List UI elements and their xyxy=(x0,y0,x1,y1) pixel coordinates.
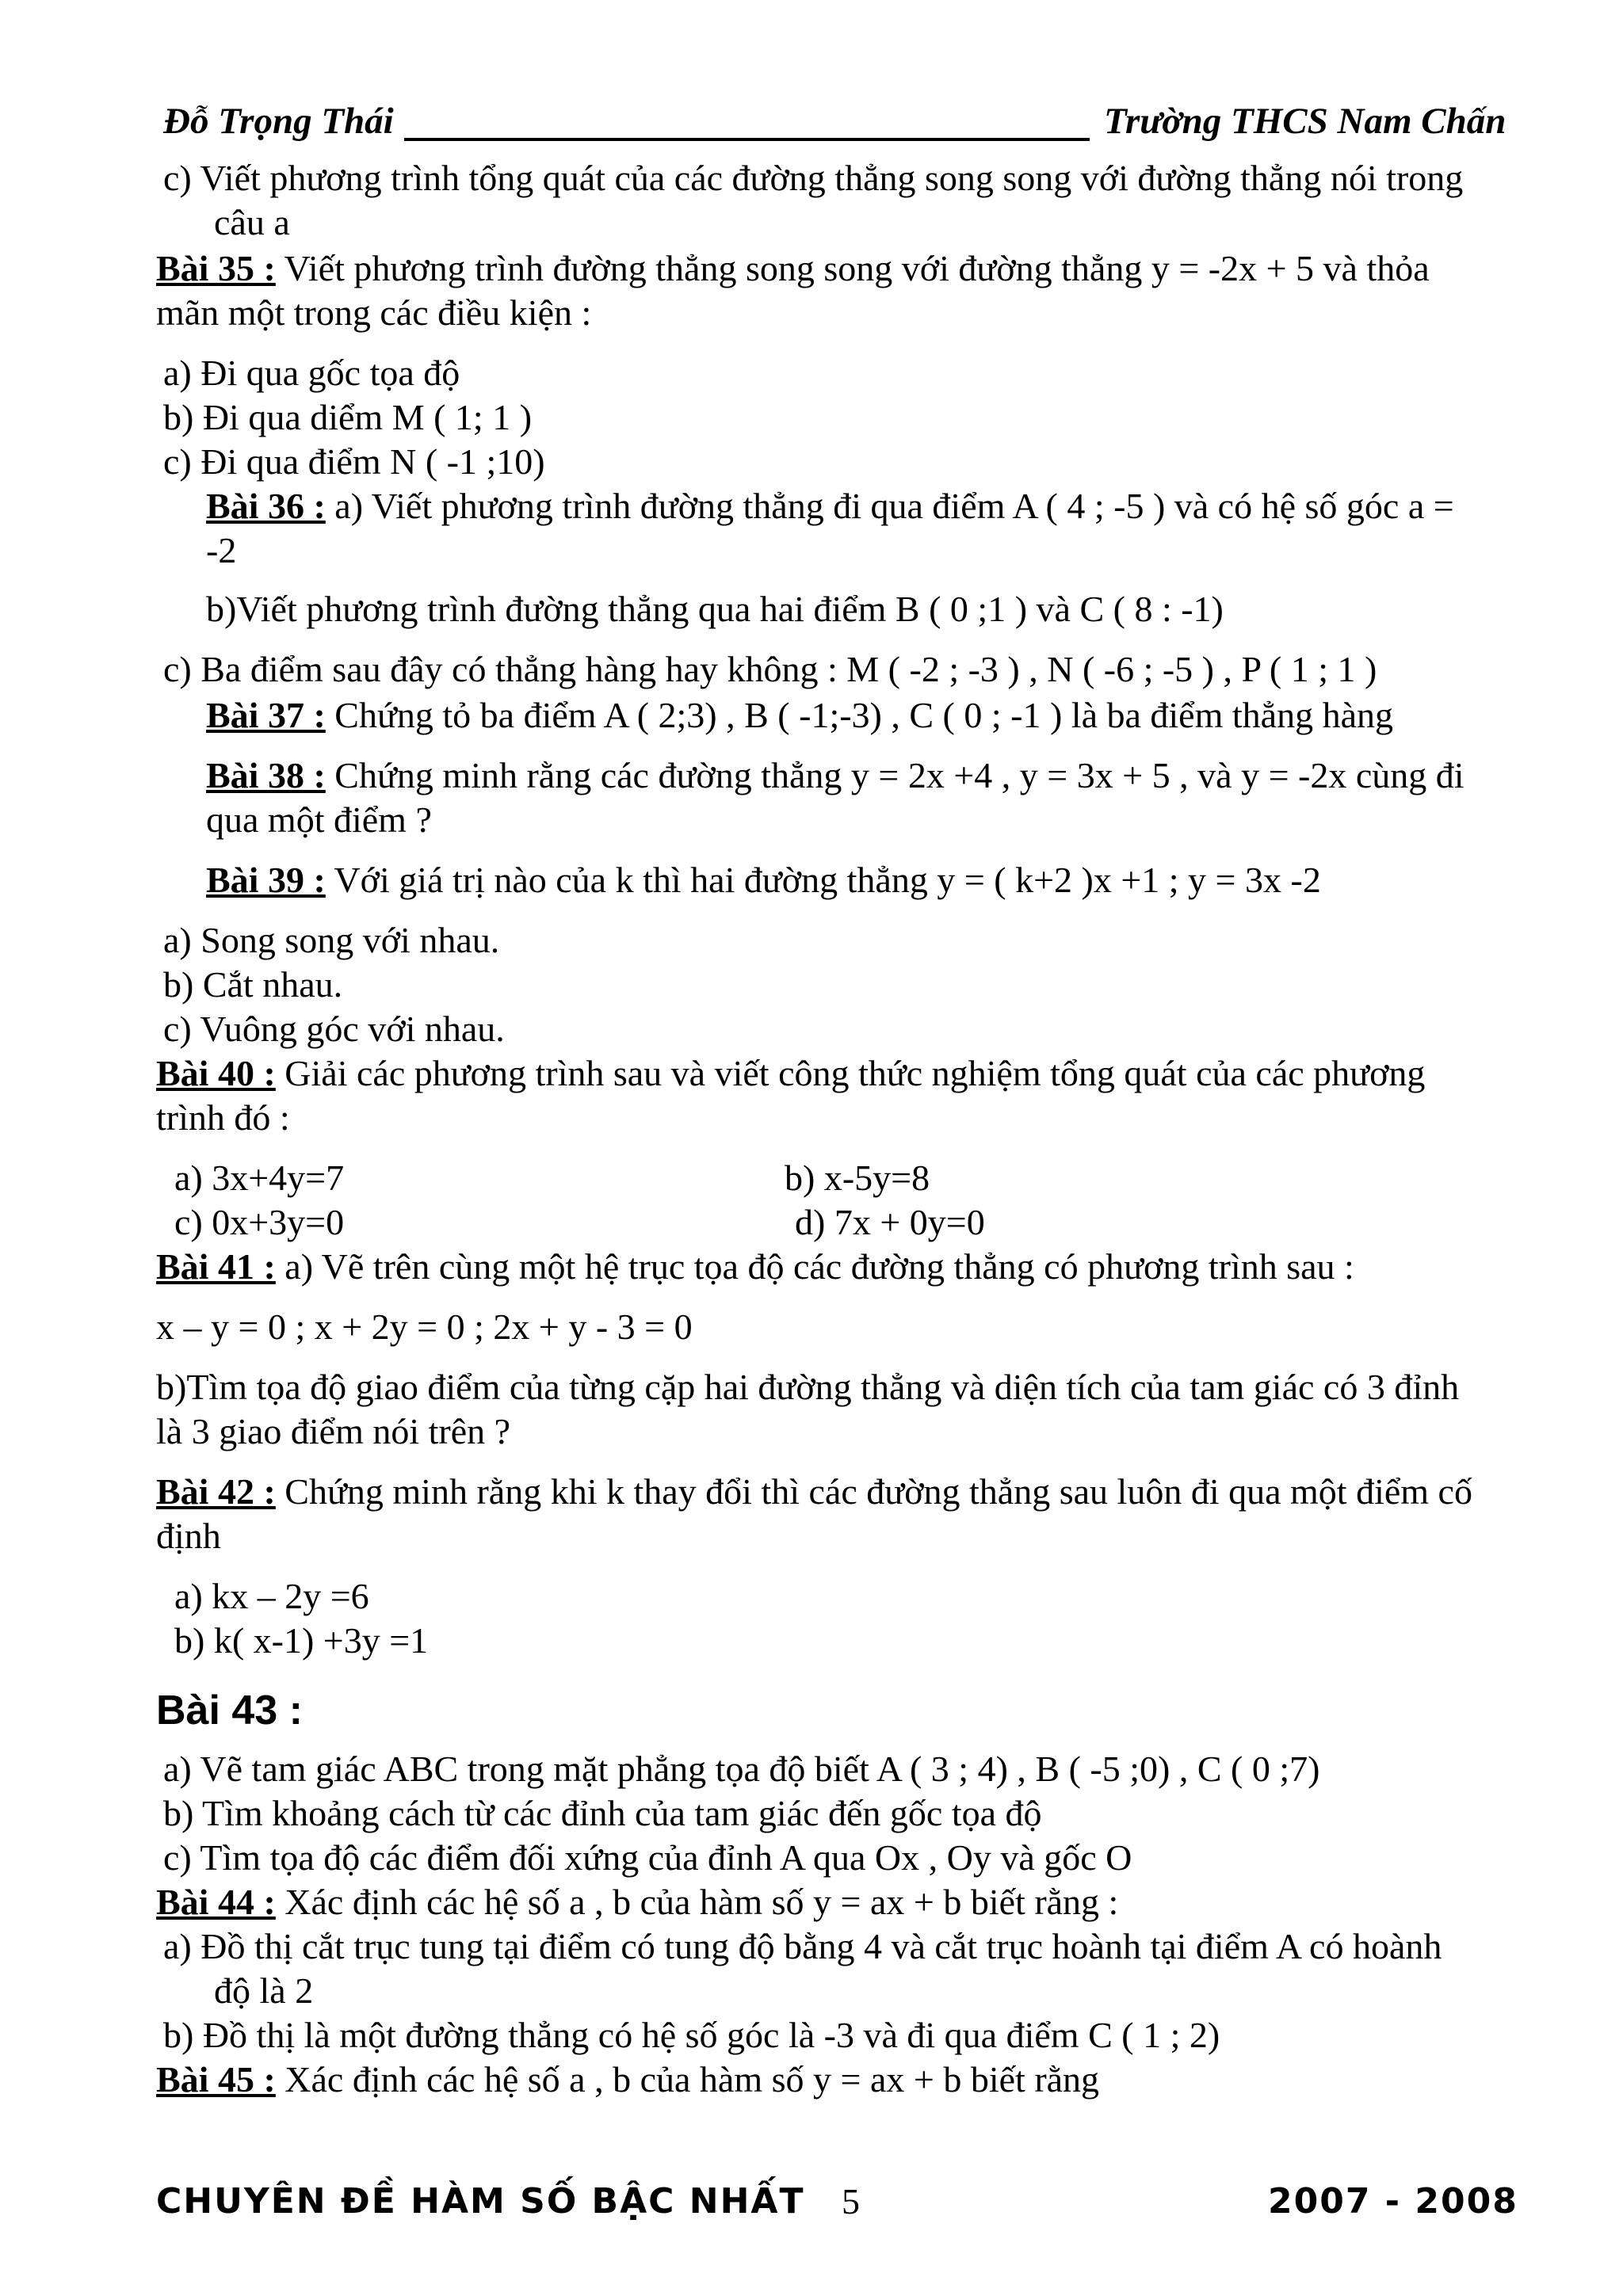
problem-40 xyxy=(156,1052,1425,1095)
list-item: b) k( x-1) +3y =1 xyxy=(174,1620,429,1661)
list-item: b) Tìm khoảng cách từ các đỉnh của tam giác đến gốc tọa độ xyxy=(163,1793,1042,1833)
list-item: a) Vẽ tam giác ABC trong mặt phẳng tọa độ biết A ( 3 ; 4) , B ( -5 ;0) , C ( 0 ;7) xyxy=(163,1749,1320,1789)
header-school: Trường THCS Nam Chấn xyxy=(1104,101,1507,142)
problem-label: Bài 36 : xyxy=(206,486,326,526)
text-line: -2 xyxy=(206,530,237,570)
equation-item: b) x-5y=8 xyxy=(785,1158,930,1198)
problem-text: a) Vẽ trên cùng một hệ trục tọa độ các đường thẳng có phương trình sau : xyxy=(275,1246,1354,1287)
problem-35 xyxy=(156,247,1430,290)
problem-text: Xác định các hệ số a , b của hàm số y = ax + b biết rằng : xyxy=(275,1882,1119,1922)
problem-text: Viết phương trình đường thẳng song song với đường thẳng y = -2x + 5 và thỏa xyxy=(275,248,1430,288)
problem-label: Bài 44 : xyxy=(156,1882,276,1922)
problem-text: Giải các phương trình sau và viết công thức nghiệm tổng quát của các phương xyxy=(275,1053,1426,1093)
equation-item: a) 3x+4y=7 xyxy=(174,1158,345,1198)
problem-44 xyxy=(156,1881,1118,1924)
text-line: qua một điểm ? xyxy=(206,799,432,840)
page-number: 5 xyxy=(842,2181,860,2222)
list-item: a) Đồ thị cắt trục tung tại điểm có tung độ bằng 4 và cắt trục hoành tại điểm A có hoành xyxy=(163,1926,1442,1966)
footer-topic: CHUYÊN ĐỀ HÀM SỐ BẬC NHẤT xyxy=(156,2181,805,2222)
problem-42 xyxy=(156,1470,1472,1513)
problem-text: Với giá trị nào của k thì hai đường thẳng y = ( k+2 )x +1 ; y = 3x -2 xyxy=(325,860,1321,900)
text-line: trình đó : xyxy=(156,1097,290,1138)
problem-45 xyxy=(156,2058,1099,2101)
list-item: a) kx – 2y =6 xyxy=(174,1576,369,1616)
problem-label: Bài 35 : xyxy=(156,248,276,288)
problem-text: Chứng minh rằng các đường thẳng y = 2x +4 , y = 3x + 5 , và y = -2x cùng đi xyxy=(325,755,1465,795)
problem-text: Chứng minh rằng khi k thay đổi thì các đường thẳng sau luôn đi qua một điểm cố xyxy=(275,1471,1472,1512)
problem-37 xyxy=(206,694,1393,737)
text-line: b)Tìm tọa độ giao điểm của từng cặp hai đường thẳng và diện tích của tam giác có 3 đỉnh xyxy=(156,1367,1460,1407)
problem-39 xyxy=(206,859,1321,902)
problem-label: Bài 41 : xyxy=(156,1246,276,1287)
problem-label: Bài 42 : xyxy=(156,1471,276,1512)
list-item: b) Đồ thị là một đường thẳng có hệ số góc là -3 và đi qua điểm C ( 1 ; 2) xyxy=(163,2015,1220,2055)
text-line: định xyxy=(156,1516,221,1556)
footer-year: 2007 - 2008 xyxy=(1268,2181,1518,2222)
problem-label: Bài 39 : xyxy=(206,860,326,900)
equation-item: d) 7x + 0y=0 xyxy=(795,1202,985,1242)
problem-text: Xác định các hệ số a , b của hàm số y = ax + b biết rằng xyxy=(275,2059,1100,2100)
problem-text: Chứng tỏ ba điểm A ( 2;3) , B ( -1;-3) , C ( 0 ; -1 ) là ba điểm thẳng hàng xyxy=(325,695,1393,735)
text-line: c) Viết phương trình tổng quát của các đường thẳng song song với đường thẳng nói trong xyxy=(163,158,1464,198)
problem-label: Bài 37 : xyxy=(206,695,326,735)
header-rule xyxy=(404,138,1090,141)
text-line: b)Viết phương trình đường thẳng qua hai điểm B ( 0 ;1 ) và C ( 8 : -1) xyxy=(206,589,1224,629)
header-author: Đỗ Trọng Thái xyxy=(163,101,394,142)
text-line: x – y = 0 ; x + 2y = 0 ; 2x + y - 3 = 0 xyxy=(156,1306,693,1347)
problem-text: a) Viết phương trình đường thẳng đi qua điểm A ( 4 ; -5 ) và có hệ số góc a = xyxy=(325,486,1454,526)
list-item: c) Vuông góc với nhau. xyxy=(163,1009,505,1049)
problem-38 xyxy=(206,754,1465,797)
problem-label: Bài 45 : xyxy=(156,2059,276,2100)
text-line: mãn một trong các điều kiện : xyxy=(156,292,592,333)
list-item: a) Đi qua gốc tọa độ xyxy=(163,353,460,393)
problem-43-heading: Bài 43 : xyxy=(156,1688,303,1733)
list-item: c) Tìm tọa độ các điểm đối xứng của đỉnh A qua Ox , Oy và gốc O xyxy=(163,1837,1132,1878)
problem-label: Bài 40 : xyxy=(156,1053,276,1093)
problem-41 xyxy=(156,1245,1354,1288)
text-line: câu a xyxy=(214,202,290,242)
text-line: c) Ba điểm sau đây có thẳng hàng hay không : M ( -2 ; -3 ) , N ( -6 ; -5 ) , P ( 1 ; 1 ) xyxy=(163,649,1377,689)
list-item: a) Song song với nhau. xyxy=(163,920,500,960)
list-item: b) Đi qua diểm M ( 1; 1 ) xyxy=(163,397,533,437)
list-item: c) Đi qua điểm N ( -1 ;10) xyxy=(163,441,545,482)
text-line: độ là 2 xyxy=(214,1970,314,2011)
list-item: b) Cắt nhau. xyxy=(163,964,343,1005)
problem-label: Bài 38 : xyxy=(206,755,326,795)
equation-item: c) 0x+3y=0 xyxy=(174,1202,345,1242)
text-line: là 3 giao điểm nói trên ? xyxy=(156,1411,511,1451)
problem-36 xyxy=(206,485,1454,528)
